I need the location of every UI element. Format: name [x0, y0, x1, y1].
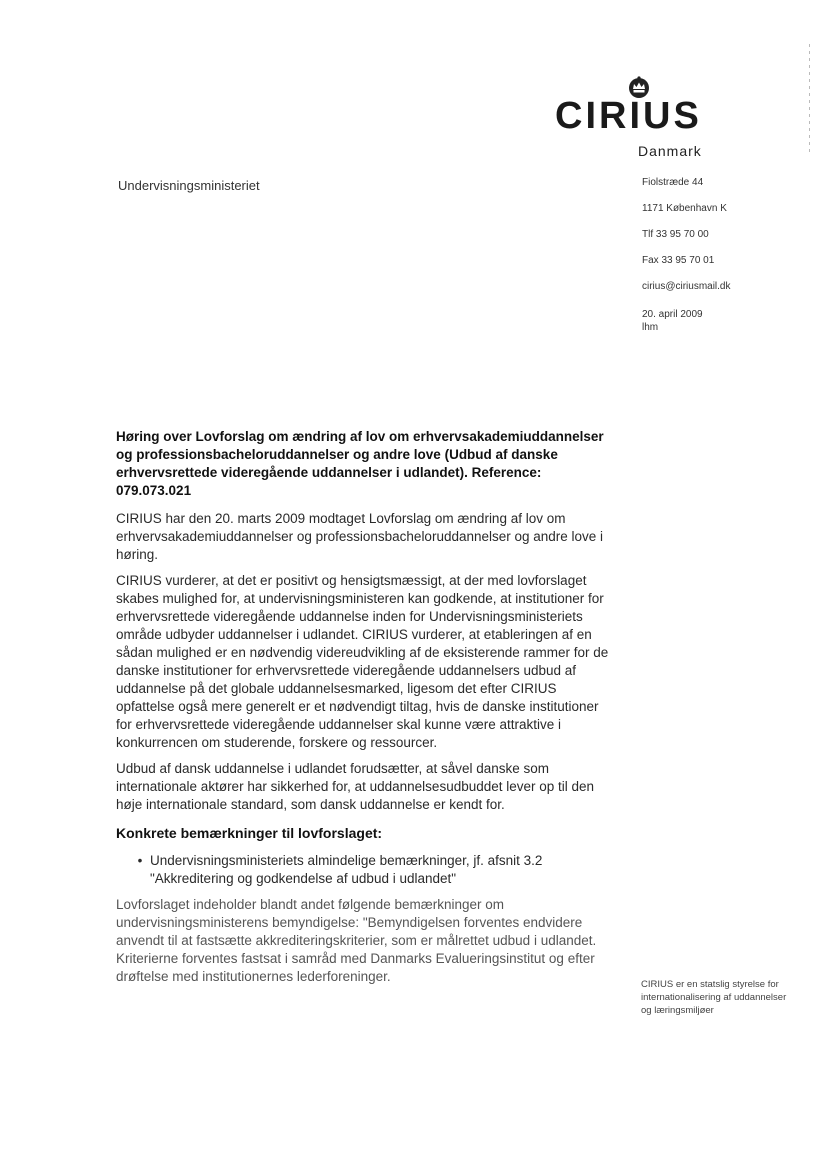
address-street: Fiolstræde 44: [642, 177, 704, 188]
paragraph: CIRIUS har den 20. marts 2009 modtaget Lovforslag om ændring af lov om erhvervsakademiuddannelser og professionsbacheloruddannelser og andre love i høring.: [116, 511, 604, 562]
scan-edge-mark: [809, 44, 810, 154]
sender-address: [642, 176, 731, 334]
logo-name: CIRIUS: [555, 95, 702, 137]
recipient: Undervisningsministeriet: [118, 178, 260, 193]
letter-date: 20. april 2009: [642, 309, 703, 320]
letter-initials: lhm: [642, 322, 659, 333]
address-email: cirius@ciriusmail.dk: [642, 281, 731, 292]
address-city: 1171 København K: [642, 203, 727, 214]
letter-body: [116, 428, 616, 994]
address-phone: Tlf 33 95 70 00: [642, 229, 709, 240]
bullet-icon: •: [137, 853, 143, 868]
paragraph: Lovforslaget indeholder blandt andet følgende bemærkninger om undervisningsministerens bemyndigelse: "Bemyndigelsen forventes endvidere anvendt til at fastsætte akkrediteringskriterier, som er målrettet udbud i udlandet. Kriterierne forventes fastsat i samråd med Danmarks Evalueringsinstitut og efter drøftelse med institutionernes lederforeninger.: [116, 897, 597, 984]
address-fax: Fax 33 95 70 01: [642, 255, 715, 266]
list-item: [116, 852, 616, 888]
paragraph: Udbud af dansk uddannelse i udlandet forudsætter, at såvel danske som internationale aktører har sikkerhed for, at uddannelsesudbuddet lever op til den høje internationale standard, som dansk uddannelse er kendt for.: [116, 761, 595, 812]
list-item-text: Undervisningsministeriets almindelige bemærkninger, jf. afsnit 3.2 "Akkreditering og godkendelse af udbud i udlandet": [150, 853, 543, 886]
section-heading: Konkrete bemærkninger til lovforslaget:: [116, 825, 383, 841]
side-note: CIRIUS er en statslig styrelse for internationalisering af uddannelser og læringsmiljøer: [641, 979, 787, 1016]
letter-title: Høring over Lovforslag om ændring af lov om erhvervsakademiuddannelser og professionsbacheloruddannelser og andre love (Udbud af danske erhvervsrettede videregående uddannelser i udlandet). Reference: 079.073.021: [116, 429, 604, 498]
logo-subtitle: Danmark: [638, 143, 702, 159]
paragraph: CIRIUS vurderer, at det er positivt og hensigtsmæssigt, at der med lovforslaget skabes mulighed for, at undervisningsministeren kan godkende, at institutioner for erhvervsrettede videregående uddannelse inden for Undervisningsministeriets område udbyder uddannelser i udlandet. CIRIUS vurderer, at etableringen af en sådan mulighed er en nødvendig videreudvikling af de eksisterende rammer for de danske institutioner for erhvervsrettede videregående uddannelsers udbud af uddannelse på det globale uddannelsesmarked, ligesom det efter CIRIUS opfattelse også mere generelt er et nødvendigt tiltag, hvis de danske institutioner for erhvervsrettede videregående uddannelser skal kunne være attraktive i konkurrencen om studerende, forskere og ressourcer.: [116, 573, 609, 750]
